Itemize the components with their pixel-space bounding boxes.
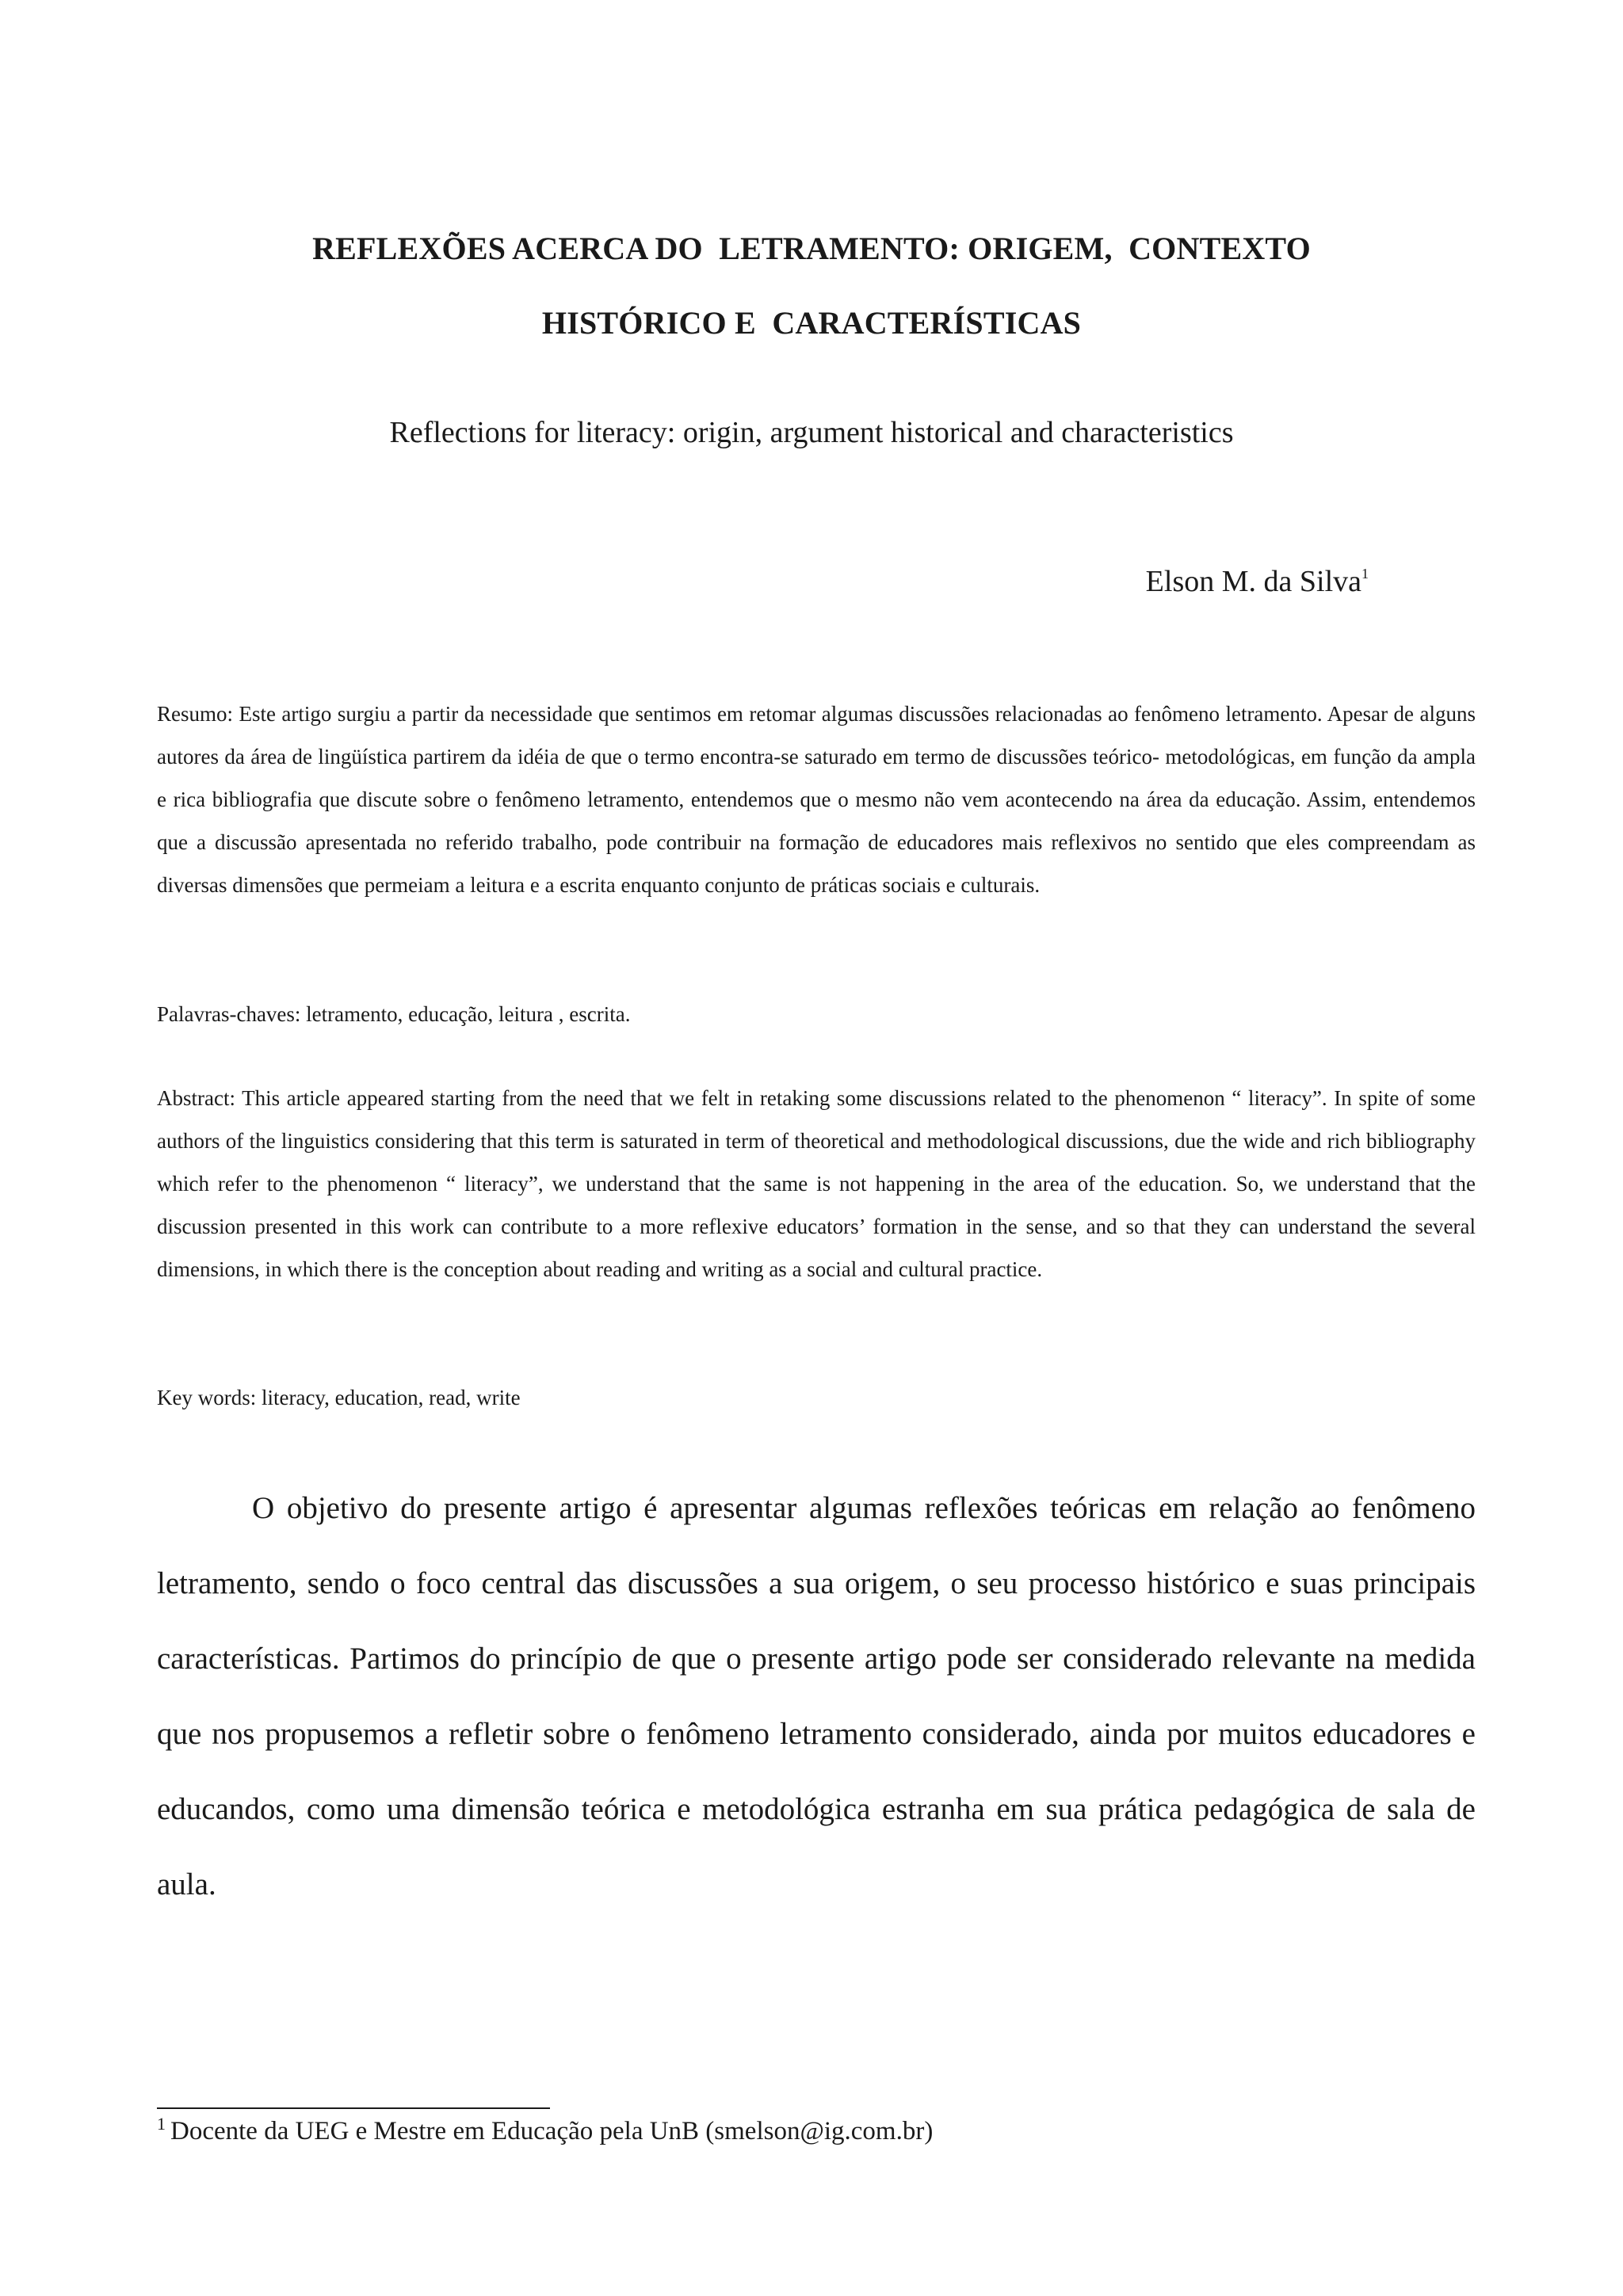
footnote-mark: 1: [157, 2114, 166, 2134]
abstract-paragraph: Abstract: This article appeared starting from the need that we felt in retaking some discussions related to the phenomenon “ literacy”. In spite of some authors of the linguistics considering that this term is saturated in term of theoretical and methodological discussions, due the wide and rich bibliography which refer to the phenomenon “ literacy”, we understand that the same is not happening in the area of the education. So, we understand that the discussion presented in this work can contribute to a more reflexive educators’ formation in the sense, and so that they can understand the several dimensions, in which there is the conception about reading and writing as a social and cultural practice.: [157, 1086, 1476, 1281]
title-line-1: REFLEXÕES ACERCA DO LETRAMENTO: ORIGEM, CONTEXTO: [312, 231, 1311, 266]
author-name: Elson M. da Silva: [1145, 565, 1361, 598]
resumo-paragraph: Resumo: Este artigo surgiu a partir da necessidade que sentimos em retomar algumas discussões relacionadas ao fenômeno letramento. Apesar de alguns autores da área de lingüística partirem da idéia de que o termo encontra-se saturado em termo de discussões teórico- metodológicas, em função da ampla e rica bibliografia que discute sobre o fenômeno letramento, entendemos que o mesmo não vem acontecendo na área da educação. Assim, entendemos que a discussão apresentada no referido trabalho, pode contribuir na formação de educadores mais reflexivos no sentido que eles compreendam as diversas dimensões que permeiam a leitura e a escrita enquanto conjunto de práticas sociais e culturais.: [157, 702, 1476, 897]
footnote: [157, 2114, 934, 2146]
english-subtitle: Reflections for literacy: origin, argument historical and characteristics: [389, 416, 1234, 449]
key-words: Key words: literacy, education, read, write: [157, 1386, 521, 1409]
title-line-2: HISTÓRICO E CARACTERÍSTICAS: [541, 305, 1082, 341]
footnote-divider: [157, 2107, 550, 2109]
footnote-text: Docente da UEG e Mestre em Educação pela UnB (smelson@ig.com.br): [170, 2117, 934, 2145]
author-footnote-mark: 1: [1361, 566, 1369, 582]
author-line: [1146, 564, 1369, 599]
body-paragraph: O objetivo do presente artigo é apresentar algumas reflexões teóricas em relação ao fenômeno letramento, sendo o foco central das discussões a sua origem, o seu processo histórico e suas principais características. Partimos do princípio de que o presente artigo pode ser considerado relevante na medida que nos propusemos a refletir sobre o fenômeno letramento considerado, ainda por muitos educadores e educandos, como uma dimensão teórica e metodológica estranha em sua prática pedagógica de sala de aula.: [157, 1491, 1476, 1901]
palavras-chaves: Palavras-chaves: letramento, educação, leitura , escrita.: [157, 1002, 631, 1026]
